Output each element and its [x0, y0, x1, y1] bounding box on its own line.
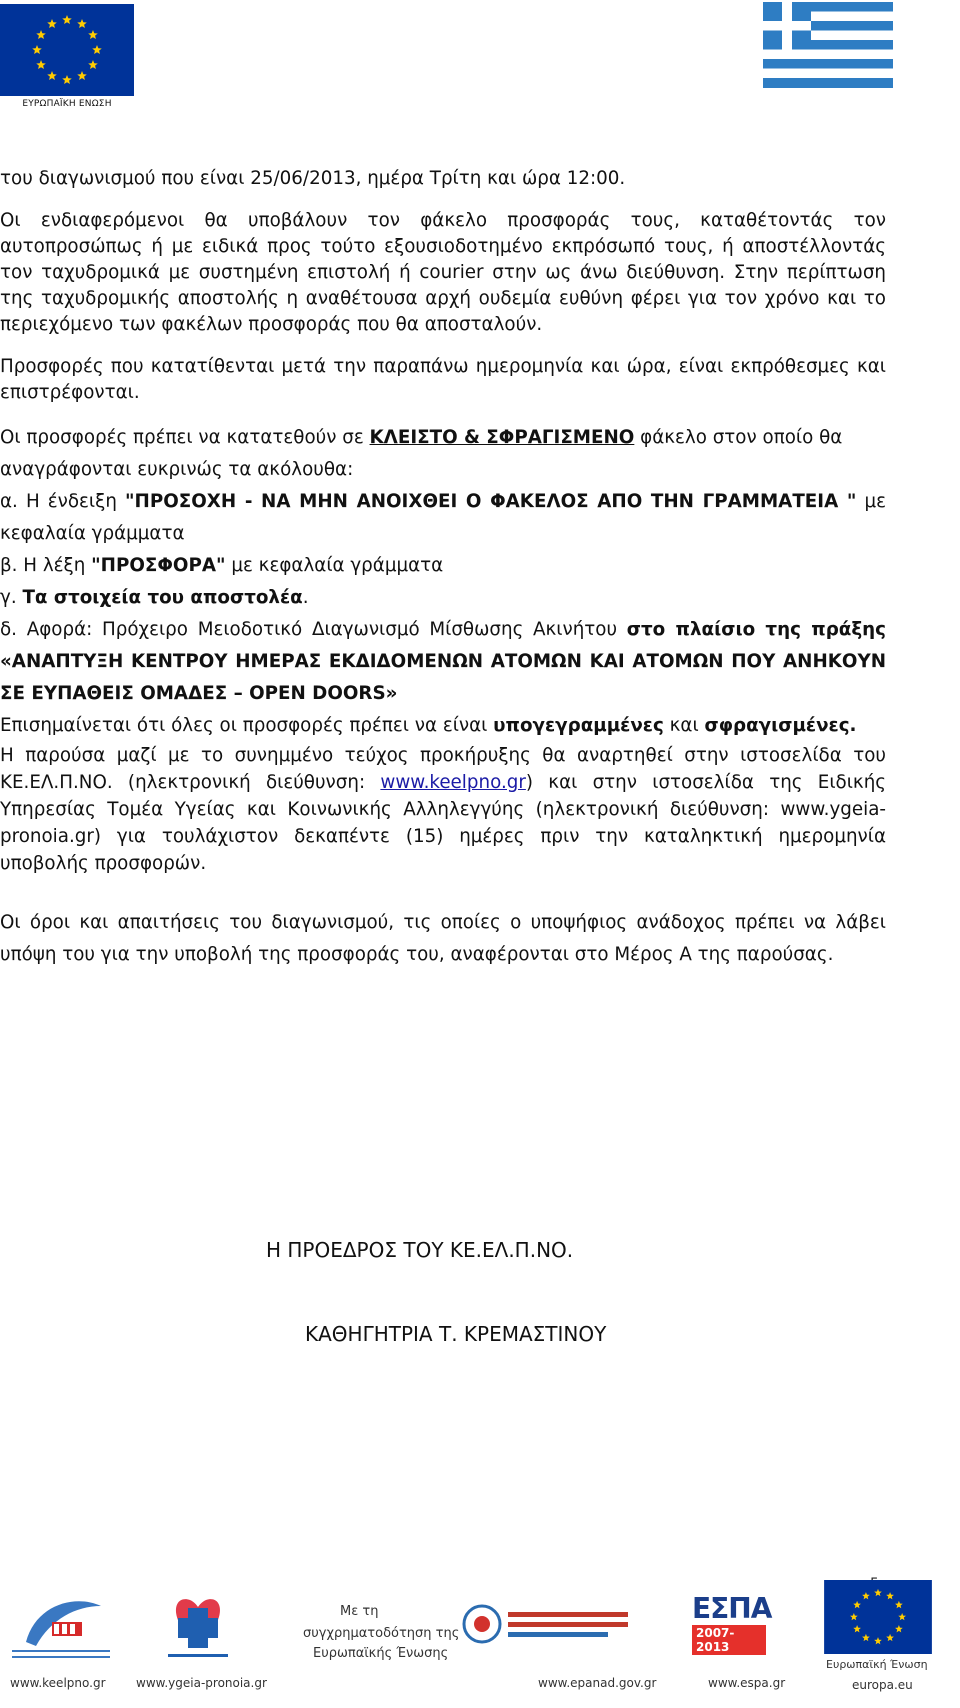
item-d-text: δ. Αφορά: Πρόχειρο Μειοδοτικό Διαγωνισμό Μίσθωσης Ακινήτου	[0, 619, 627, 640]
ministry-logo	[148, 1582, 248, 1676]
cofund-line-2: συγχρηματοδότηση της	[303, 1626, 460, 1641]
publication-paragraph	[0, 742, 886, 877]
footer-logos	[0, 1578, 960, 1708]
submission-method-paragraph: Οι ενδιαφερόμενοι θα υποβάλουν τον φάκελο προσφοράς τους, καταθέτοντάς τον αυτοπροσώπως ή με ειδικά προς τούτο εξουσιοδοτημένο εκπρόσωπό τους, ή αποστέλλοντάς τον ταχυδρομικά με συστημένη επιστολή ή courier στην ως άνω διεύθυνση. Στην περίπτωση της ταχυδρομικής αποστολής η αναθέτουσα αρχή ουδεμία ευθύνη φέρει για τον χρόνο και το περιεχόμενο των φακέλων προσφοράς που θα αποσταλούν.	[0, 210, 886, 335]
document-body	[0, 166, 886, 971]
espa-label: ΕΣΠΑ	[692, 1592, 772, 1625]
footer-eu-label: Ευρωπαϊκή Ένωση	[826, 1658, 928, 1671]
eu-flag-icon	[0, 4, 134, 96]
envelope-text-end: φάκελο στον οποίο θα αναγράφονται ευκρινώς τα ακόλουθα:	[0, 427, 843, 480]
envelope-item-b	[0, 550, 886, 582]
keelpno-logo	[6, 1584, 116, 1678]
footer-eu-flag-icon	[822, 1580, 934, 1658]
espa-logo	[692, 1592, 772, 1654]
keelpno-icon	[6, 1584, 116, 1674]
eu-logo	[0, 4, 134, 112]
publication-text: Η παρούσα μαζί με το συνημμένο τεύχος προκήρυξης θα αναρτηθεί στην ιστοσελίδα του ΚΕ.ΕΛ.Π.ΝΟ. (ηλεκτρονική διεύθυνση:	[0, 745, 886, 793]
epanad-url: www.epanad.gov.gr	[538, 1676, 657, 1690]
cofund-line-3: Ευρωπαϊκής Ένωσης	[313, 1646, 449, 1661]
publication-text-end: ) και στην ιστοσελίδα της Ειδικής Υπηρεσίας Τομέα Υγείας και Κοινωνικής Αλληλεγγύης (ηλεκτρονική διεύθυνση: www.ygeia-pronoia.gr) για τουλάχιστον δεκαπέντε (15) ημέρες πριν την καταληκτική ημερομηνία υποβολής προσφορών.	[0, 772, 887, 874]
item-c-bold: Τα στοιχεία του αποστολέα	[22, 587, 303, 608]
signature-title: Η ΠΡΟΕΔΡΟΣ ΤΟΥ ΚΕ.ΕΛ.Π.ΝΟ.	[266, 1238, 574, 1262]
cofund-line-1: Με τη	[340, 1604, 379, 1619]
item-c-text-end: .	[302, 587, 309, 608]
envelope-item-a	[0, 486, 886, 550]
epanad-icon	[460, 1594, 640, 1664]
envelope-item-d	[0, 614, 886, 710]
signature-name: ΚΑΘΗΓΗΤΡΙΑ Τ. ΚΡΕΜΑΣΤΙΝΟΥ	[305, 1322, 607, 1346]
item-a-text: α. Η ένδειξη	[0, 491, 125, 512]
note-bold-signed: υπογεγραμμένες	[493, 715, 664, 736]
ygeia-url: www.ygeia-pronoia.gr	[136, 1676, 267, 1690]
submission-deadline-paragraph: του διαγωνισμού που είναι 25/06/2013, ημέρα Τρίτη και ώρα 12:00.	[0, 168, 626, 189]
espa-url: www.espa.gr	[708, 1676, 786, 1690]
note-bold-sealed: σφραγισμένες.	[704, 715, 857, 736]
envelope-item-c	[0, 582, 886, 614]
envelope-paragraph	[0, 422, 886, 486]
envelope-emphasis: ΚΛΕΙΣΤΟ & ΣΦΡΑΓΙΣΜΕΝΟ	[369, 427, 635, 448]
envelope-text: Οι προσφορές πρέπει να κατατεθούν σε	[0, 427, 370, 448]
keelpno-url: www.keelpno.gr	[10, 1676, 106, 1690]
item-a-bold: "ΠΡΟΣΟΧΗ - ΝΑ ΜΗΝ ΑΝΟΙΧΘΕΙ Ο ΦΑΚΕΛΟΣ ΑΠΟ ΤΗΝ ΓΡΑΜΜΑΤΕΙΑ "	[125, 491, 857, 512]
eu-caption: ΕΥΡΩΠΑΪΚΗ ΕΝΩΣΗ	[22, 99, 112, 109]
item-d-bold: στο πλαίσιο της πράξης «ΑΝΑΠΤΥΞΗ ΚΕΝΤΡΟΥ ΗΜΕΡΑΣ ΕΚΔΙΔΟΜΕΝΩΝ ΑΤΟΜΩΝ ΚΑΙ ΑΤΟΜΩΝ ΠΟΥ ΑΝΗΚΟΥΝ ΣΕ ΕΥΠΑΘΕΙΣ ΟΜΑΔΕΣ – OPEN DOORS»	[0, 619, 886, 704]
signed-sealed-note	[0, 710, 886, 742]
terms-paragraph: Οι όροι και απαιτήσεις του διαγωνισμού, τις οποίες ο υποψήφιος ανάδοχος πρέπει να λάβει υπόψη του για την υποβολή της προσφοράς του, αναφέρονται στο Μέρος Α της παρούσας.	[0, 912, 886, 965]
epanad-logo	[460, 1594, 640, 1668]
espa-years: 2007-2013	[692, 1625, 766, 1655]
heart-cross-icon	[148, 1582, 248, 1672]
keelpno-link[interactable]: www.keelpno.gr	[380, 772, 526, 793]
item-a-text-end: με κεφαλαία γράμματα	[0, 491, 887, 544]
item-b-text: β. Η λέξη	[0, 555, 92, 576]
note-text-mid: και	[663, 715, 705, 736]
note-text: Επισημαίνεται ότι όλες οι προσφορές πρέπει να είναι	[0, 715, 494, 736]
item-c-text: γ.	[0, 587, 23, 608]
late-offers-paragraph: Προσφορές που κατατίθενται μετά την παραπάνω ημερομηνία και ώρα, είναι εκπρόθεσμες και επιστρέφονται.	[0, 356, 886, 403]
greek-flag-icon	[763, 2, 893, 88]
item-b-bold: "ΠΡΟΣΦΟΡΑ"	[91, 555, 226, 576]
item-b-text-end: με κεφαλαία γράμματα	[225, 555, 444, 576]
europa-url: europa.eu	[852, 1678, 913, 1692]
